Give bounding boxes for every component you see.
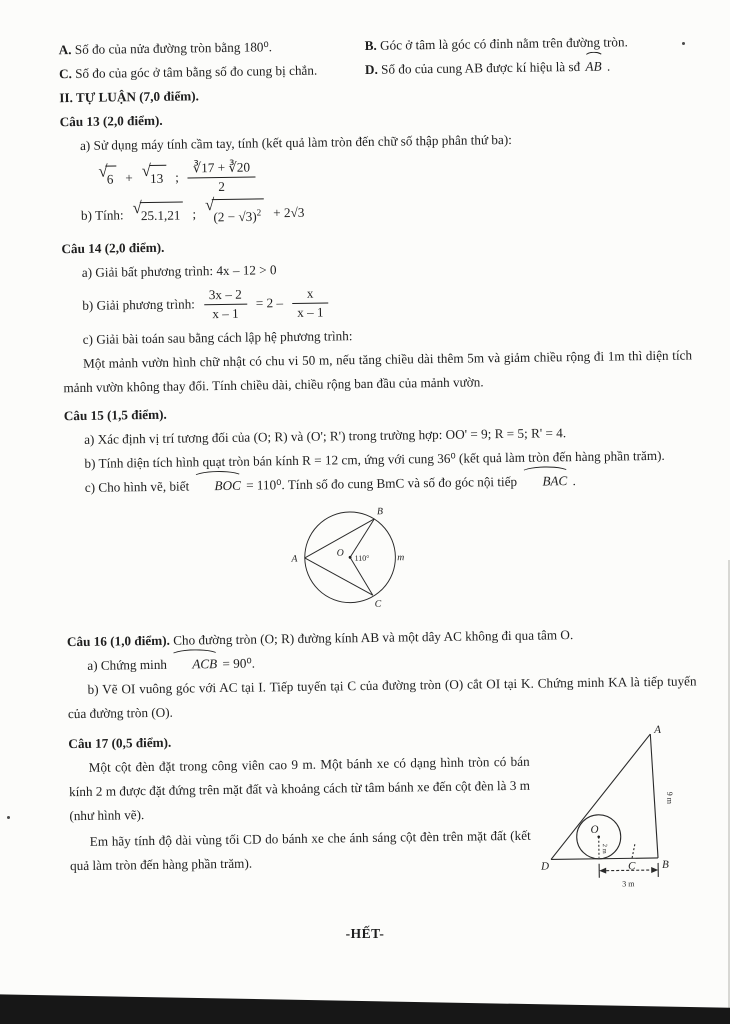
option-c-text: Số đo của góc ở tâm bằng số đo cung bị chắn. [75, 62, 318, 82]
shadow-ray-dashed [632, 844, 635, 858]
option-b-label: B. [364, 37, 377, 53]
radical-sign: √ [132, 197, 142, 218]
question-16-heading: Câu 16 (1,0 điểm). [66, 632, 170, 649]
question-17-section [68, 723, 699, 889]
question-13a-text: a) Sử dụng máy tính cầm tay, tính (kết quả làm tròn đến chữ số thập phân thứ ba): [79, 131, 512, 153]
question-16b-text: b) Vẽ OI vuông góc với AC tại I. Tiếp tuyến tại C của đường tròn (O) cắt OI tại K. Chứng minh KA là tiếp tuyến của đường tròn (O). [67, 673, 697, 721]
scan-bottom-shadow [0, 994, 730, 1024]
radius-2m-label: 2 m [600, 843, 608, 854]
arrowhead-left [599, 867, 606, 873]
separator: ; [192, 206, 197, 222]
wheel-O-label: O [590, 823, 599, 836]
lamp-post-line [650, 734, 658, 858]
question-13-heading: Câu 13 (2,0 điểm). [59, 112, 163, 130]
option-a-text: Số đo của nửa đường tròn bằng 180⁰. [74, 39, 273, 58]
point-A-label: A [654, 723, 662, 736]
option-d-label: D. [364, 61, 378, 77]
radius-OC [350, 557, 373, 596]
arc-BOC-notation: BOC [192, 473, 243, 498]
arc-AB-notation: AB [583, 55, 603, 79]
lamp-wheel-figure [535, 723, 699, 899]
question-14-heading: Câu 14 (2,0 điểm). [61, 239, 165, 257]
point-C-label: C [374, 598, 382, 610]
distance-3m-label: 3 m [622, 879, 635, 889]
point-A-label: A [291, 553, 298, 565]
arrowhead-right [651, 867, 658, 873]
circle-figure [280, 501, 433, 623]
option-d-text: Số đo của cung AB được kí hiệu là sđ [381, 58, 584, 77]
radius-OB [350, 519, 375, 558]
plus-operator: + [125, 170, 133, 186]
question-14c-text: Một mảnh vườn hình chữ nhật có chu vi 50 m, nếu tăng chiều dài thêm 5m và giảm chiều rộng đi 1m thì diện tích mảnh vườn không thay đổi. Tính chiều dài, chiều rộng ban đầu của mảnh vườn. [63, 347, 693, 395]
exponent: 2 [256, 207, 262, 218]
sqrt-6: √ 6 [98, 166, 116, 192]
angle-110-label: 110° [354, 553, 370, 563]
option-c-label: C. [58, 66, 72, 82]
scan-noise-dot [7, 816, 10, 819]
question-15c-text: c) Cho hình vẽ, biết BOC = 110⁰. Tính số đo cung BmC và số đo góc nội tiếp BAC . [65, 467, 694, 500]
sqrt-13: √ 13 [142, 165, 167, 191]
light-ray-line [549, 734, 652, 859]
end-marker: -HẾT- [345, 926, 385, 941]
question-14b-math [82, 281, 691, 324]
question-15b-text: b) Tính diện tích hình quạt tròn bán kính R = 12 cm, ứng với cung 36⁰ (kết quả làm tròn đến hàng phần trăm). [84, 447, 665, 471]
fraction-right: $\frac{x}{x - 1}$ [292, 286, 329, 321]
option-c [59, 58, 365, 86]
point-B-label: B [662, 858, 669, 871]
fraction-left: $\frac{3x - 2}{x - 1}$ [204, 287, 247, 322]
question-13a-math [98, 153, 689, 196]
question-17-paragraph-2: Em hãy tính độ dài vùng tối CD do bánh xe che ánh sáng cột đèn trên mặt đất (kết quả làm tròn đến hàng phần trăm). [69, 827, 531, 873]
question-16a-text: a) Chứng minh ACB = 90⁰. [67, 645, 696, 678]
lamp-wheel-svg [535, 723, 699, 891]
equation-middle: = 2 – [255, 295, 284, 311]
arc-m-label: m [397, 551, 405, 563]
circle-figure-svg [280, 501, 433, 615]
question-13b-label: b) Tính: [80, 207, 124, 223]
option-b-text: Góc ở tâm là góc có đỉnh nằm trên đường tròn. [379, 34, 628, 53]
option-d-period: . [603, 58, 611, 74]
question-13b-math [81, 192, 690, 231]
question-14c-label: c) Giải bài toán sau bằng cách lập hệ phương trình: [82, 327, 353, 347]
radical-sign: √ [98, 161, 108, 182]
radical-sign: √ [204, 194, 215, 214]
radical-sign: √ [141, 161, 152, 181]
cuberoot-fraction: $\frac{∛17 + ∛20}{2}$ [188, 160, 256, 196]
math-tail: + 2√3 [273, 204, 305, 221]
chord-AC [305, 557, 373, 596]
center-O-label: O [336, 547, 344, 559]
scan-noise-dot [682, 42, 685, 45]
separator: ; [175, 169, 180, 185]
question-14a-text: a) Giải bất phương trình: 4x – 12 > 0 [81, 262, 277, 281]
question-14b-label: b) Giải phương trình: [82, 296, 196, 314]
sqrt-squared-expression: √ $(2 - √3)^2$ [205, 198, 265, 229]
option-d [365, 53, 688, 82]
height-9m-label: 9 m [665, 791, 675, 804]
option-a-label: A. [58, 42, 72, 58]
arc-ACB-notation: ACB [170, 652, 219, 677]
sqrt-25-121: √ 25.1,21 [132, 201, 183, 228]
arc-BAC-notation: BAC [520, 469, 569, 494]
point-C-label: C [628, 860, 636, 873]
question-16-intro: Cho đường tròn (O; R) đường kính AB và một dây AC không đi qua tâm O. [169, 626, 574, 648]
point-B-label: B [376, 505, 384, 518]
section-2-title: II. TỰ LUẬN (7,0 điểm). [59, 88, 200, 106]
question-15-heading: Câu 15 (1,5 điểm). [63, 406, 167, 423]
question-17-heading: Câu 17 (0,5 điểm). [68, 734, 172, 751]
question-17-paragraph-1: Một cột đèn đặt trong công viên cao 9 m. Một bánh xe có dạng hình tròn có bán kính 2 m được đặt đứng trên mặt đất và khoảng cách từ tâm bánh xe đến cột đèn là 3 m (như hình vẽ). [68, 753, 531, 823]
point-D-label: D [541, 860, 550, 873]
question-15a-text: a) Xác định vị trí tương đối của (O; R) và (O'; R') trong trường hợp: OO' = 9; R = 5; R' = 4. [84, 424, 567, 447]
